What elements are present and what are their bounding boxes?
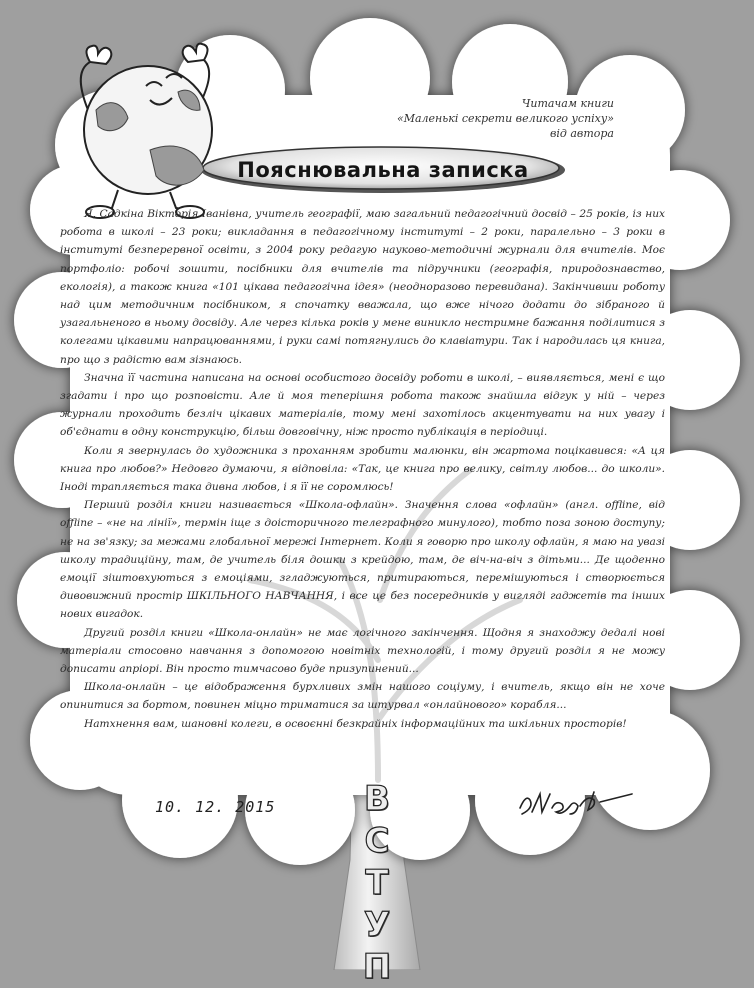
paragraph: Коли я звернулась до художника з проханням зробити малюнки, він жартома поцікавився: «А ця книга про любов?» Недовго думаючи, я відповіла: «Так, це книга про велику, світлу любов... до школи». Іноді трапляється така дивна любов, і я її не соромлюсь! bbox=[60, 444, 665, 494]
section-letter: П bbox=[362, 947, 392, 987]
section-label-vertical bbox=[352, 778, 402, 988]
dedication-line: «Маленькі секрети великого успіху» bbox=[396, 112, 614, 125]
dedication-line: від автора bbox=[549, 127, 614, 140]
paragraph: Я, Садкіна Вікторія Іванівна, учитель географії, маю загальний педагогічний досвід – 25 років, із них робота в школі – 23 роки; викладання в педагогічному інституті – 2 роки, паралельно – 3 роки в інституті безперервної освіти, з 2004 року редагую науково-методичні журнали для вчителів. Моє портфоліо: робочі зошити, посібники для вчителів та підручники (географія, природознавство, екологія), а також книга «101 цікава педагогічна ідея» (неодноразово перевидана). Закінчивши роботу над цим методичним посібником, я спочатку вважала, що вже нічого додати до зібраного й узагальненого в ньому досвіду. Але через кілька років у мене виникло нестримне бажання поділитися з колегами цікавими напрацюваннями, і руки самі потягнулись до клавіатури. Так і народилась ця книга, про що з радістю вам зізнаюсь. bbox=[60, 208, 665, 366]
paragraph: Другий розділ книги «Школа-онлайн» не має логічного закінчення. Щодня я знаходжу дедалі нові матеріали стосовно навчання з допомогою новітніх технологій, і тому другий розділ я не можу дописати апріорі. Він просто тимчасово буде призупинений... bbox=[60, 626, 665, 676]
date: 10. 12. 2015 bbox=[155, 798, 276, 816]
title-wrap bbox=[206, 148, 560, 192]
dedication-line: Читачам книги bbox=[521, 97, 614, 110]
section-letter: Т bbox=[365, 863, 389, 903]
dedication bbox=[354, 96, 614, 141]
section-letter: С bbox=[364, 821, 390, 861]
paragraph: Перший розділ книги називається «Школа-офлайн». Значення слова «офлайн» (англ. offline, від offline – «не на лінії», термін іще з доісторичного телеграфного минулого), тобто поза зоною доступу; не на зв'язку; за межами глобальної мережі Інтернет. Коли я говорю про школу офлайн, я маю на увазі школу традиційну, там, де учитель біля дошки з крейдою, там, де віч-на-віч з дітьми... Де щоденно емоції зіштовхуються з емоціями, згладжуються, притираються, перемішуються і створюється дивовижний простір ШКІЛЬНОГО НАВЧАННЯ, і все це без посередників у вигляді гаджетів та інших нових вигадок. bbox=[60, 499, 665, 621]
section-letter: У bbox=[363, 905, 391, 945]
paragraph: Школа-онлайн – це відображення бурхливих змін нашого соціуму, і вчитель, якщо він не хоче опинитися за бортом, повинен міцно триматися за штурвал «онлайнового» корабля... bbox=[60, 681, 665, 712]
paragraph: Значна її частина написана на основі особистого досвіду роботи в школі, – виявляється, мені є що згадати і про що розповісти. Але й моя теперішня робота також знайшла відгук у ній – через журнали проходить безліч цікавих матеріалів, тому мені захотілось акцентувати на них увагу і об'єднати в одну конструкцію, більш довговічну, ніж просто публікація в періодиці. bbox=[60, 371, 665, 439]
page-title: Пояснювальна записка bbox=[237, 158, 529, 182]
section-letter: В bbox=[364, 779, 390, 819]
paragraph: Натхнення вам, шановні колеги, в освоєнні безкрайніх інформаційних та шкільних просторів! bbox=[84, 717, 627, 730]
letter-body bbox=[60, 205, 665, 733]
